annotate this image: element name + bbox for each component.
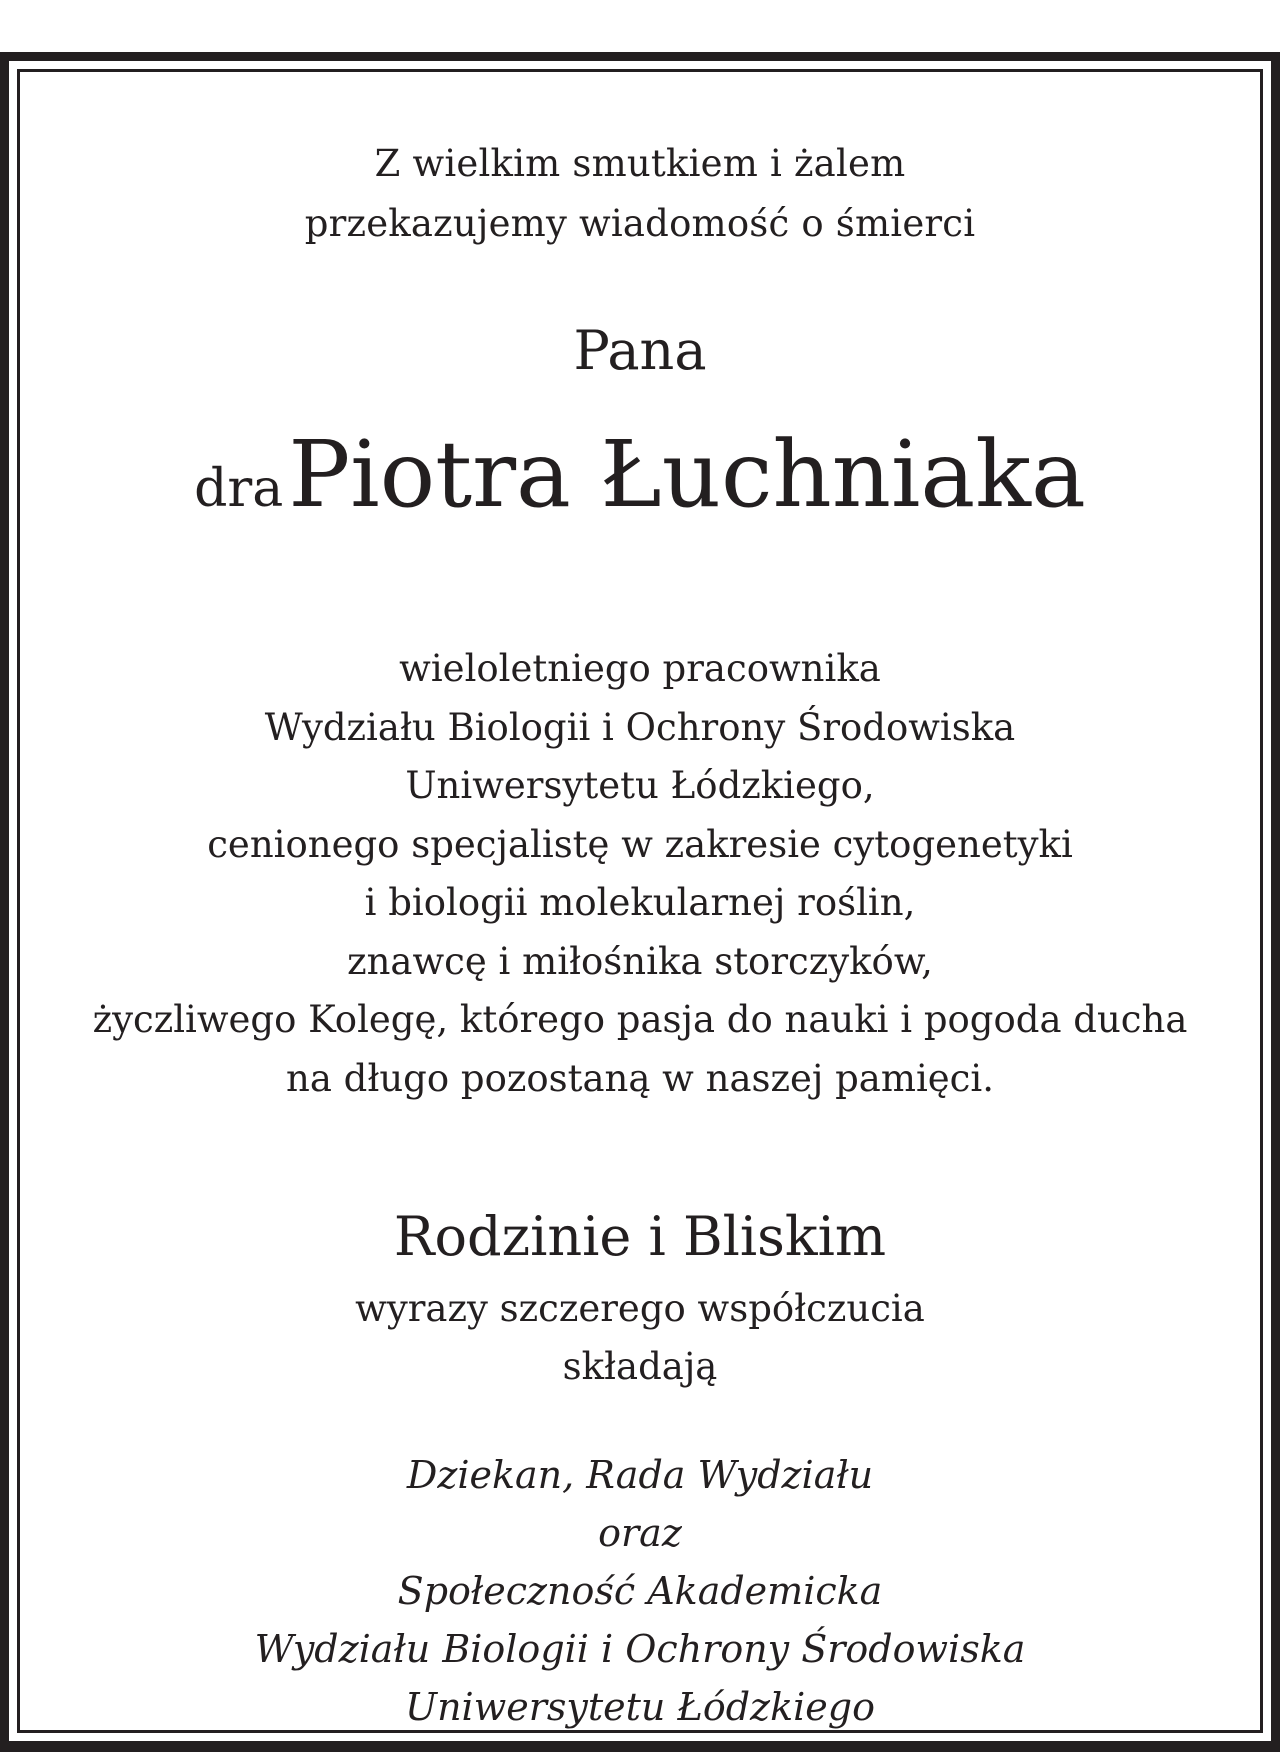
- intro-line: przekazujemy wiadomość o śmierci: [304, 202, 976, 245]
- description-line: wieloletniego pracownika: [399, 647, 881, 690]
- full-name: Piotra Łuchniaka: [288, 421, 1086, 528]
- condolences-text: [20, 1280, 1260, 1396]
- family-heading: Rodzinie i Bliskim: [393, 1205, 887, 1268]
- signatory-line: Dziekan, Rada Wydziału: [406, 1453, 874, 1497]
- signatory-line: Uniwersytetu Łódzkiego: [405, 1685, 875, 1729]
- signatory-line: Społeczność Akademicka: [397, 1569, 883, 1613]
- description-line: znawcę i miłośnika storczyków,: [347, 939, 933, 983]
- description-line: na długo pozostaną w naszej pamięci.: [286, 1056, 994, 1100]
- honorific: Pana: [573, 319, 707, 382]
- intro-text: [20, 134, 1260, 254]
- description-line: życzliwego Kolegę, którego pasja do nauki i pogoda ducha: [92, 998, 1188, 1041]
- description-line: i biologii molekularnej roślin,: [364, 881, 916, 924]
- condolences-line: składają: [562, 1345, 718, 1388]
- deceased-name: [20, 420, 1260, 556]
- academic-title: dra: [194, 459, 284, 519]
- obituary-outer-border: [0, 52, 1280, 1752]
- description-text: [20, 640, 1260, 1108]
- signatories: [20, 1446, 1260, 1736]
- intro-line: Z wielkim smutkiem i żalem: [374, 142, 906, 185]
- obituary-inner-border: [17, 69, 1263, 1733]
- description-line: Uniwersytetu Łódzkiego,: [405, 764, 875, 807]
- description-line: Wydziału Biologii i Ochrony Środowiska: [264, 705, 1016, 749]
- description-line: cenionego specjalistę w zakresie cytogenetyki: [207, 822, 1073, 866]
- signatory-line: oraz: [598, 1511, 682, 1555]
- signatory-line: Wydziału Biologii i Ochrony Środowiska: [254, 1627, 1026, 1671]
- condolences-line: wyrazy szczerego współczucia: [355, 1287, 925, 1330]
